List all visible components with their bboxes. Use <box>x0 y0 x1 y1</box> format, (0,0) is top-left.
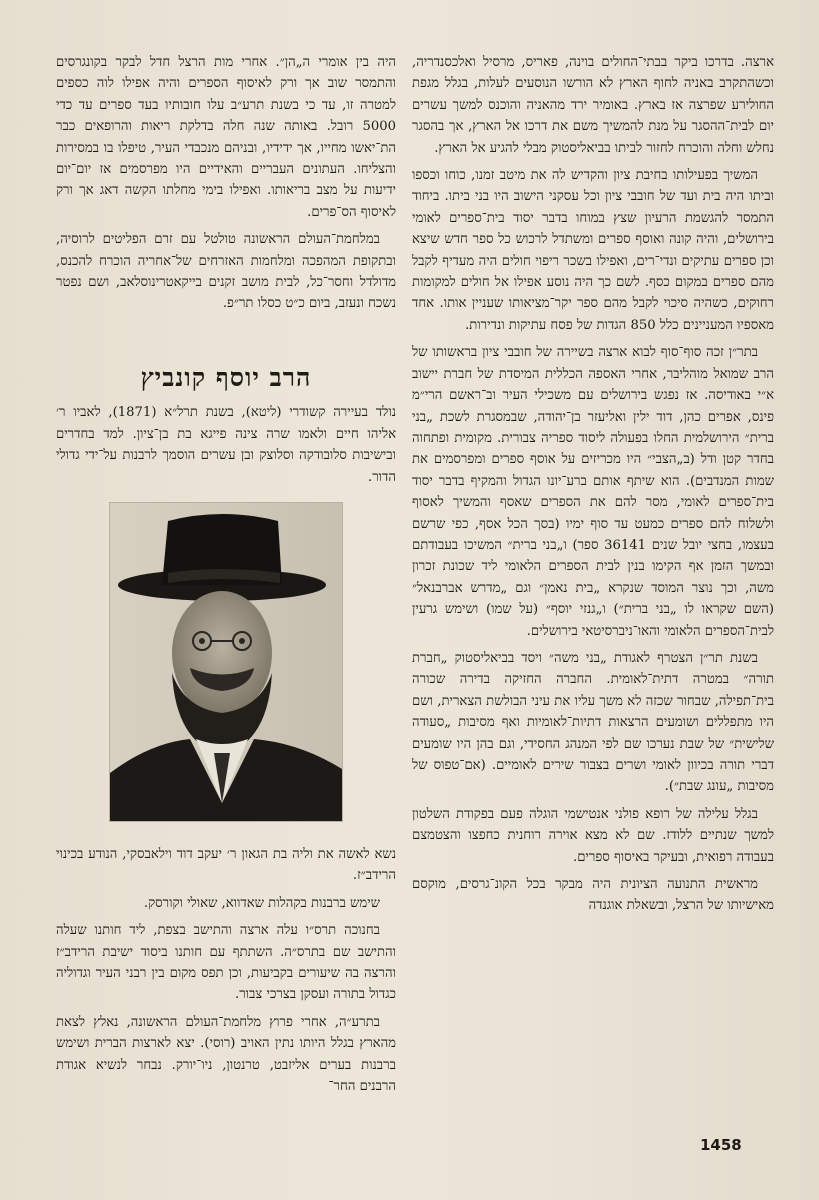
paragraph: בתרע״ה, אחרי פרוץ מלחמת־העולם הראשונה, נאלץ לצאת מהארץ בגלל היותו נתין האויב (רוסי). יצא לארצות הברית ושימש ברבנות בערים אליזבט, טרנטון, ניו־יורק. נבחר לנשיא אגודת הרבנים החר־ <box>56 1014 396 1094</box>
page-number: 1458 <box>700 1136 742 1154</box>
article-heading: הרב יוסף קונביץ <box>140 362 312 392</box>
left-column <box>56 52 396 1103</box>
right-column <box>412 52 774 923</box>
paragraph: בשנת תר״ן הצטרף לאגודת „בני משה״ ויסד בביאליסטוק „חברת תורה״ במטרה דתית־לאומית. החברה החזיקה בדירה שכורה בית־תפילה, שבחור שכזה לא משך עליו את עיני הבולשת הצארית, ושם היו מתפללים ושומעים הרצאות דתיות־לאומיות ואף מסיבות „סעודה שלישית״ של שבת נערכו שם לפי המנהג החסידי, וגם בהן היו שומעים דברי תורה בכיוון לאומי ושרים בצבור שירים לאומיים. (אם־טפוס של מסיבות „עונג שבת״). <box>412 650 774 795</box>
paragraph: נולד בעיירה קשודרי (ליטא), בשנת תרל״א (1871), לאביו ר׳ אליהו חיים ולאמו שרה צינה פייגא בת בן־ציון. למד בחדרים ובישיבות סלובודקה וסלוצק ובן עשרים הוסמך לרבנות על־ידי גדולי הדור. <box>56 405 396 485</box>
paragraph: נשא לאשה את וליה בת הגאון ר׳ יעקב דוד וילאבסקי, הנודע בכינוי הרידב״ז. <box>56 846 396 884</box>
portrait-image <box>110 503 342 821</box>
paragraph: בחנוכה תרס״ו עלה ארצה והתישב בצפת, ליד חותנו שעלה והתישב שם בתרס״ה. השתתף עם חותנו ביסוד ישיבת הרידב״ז והרצה בה שיעורים בקביעות, וכן תפס מקום בין רבני העיר וגדוליה כגדול בתורה ועסקן בצרכי צבור. <box>56 923 396 1003</box>
paragraph: היה בין אומרי ה„הן״. אחרי מות הרצל חדל לבקר בקונגרסים והתמסר שוב אך ורק לאיסוף הספרים והיה אפילו לוה כספים למטרה זו, עד כי בשנת תרע״ב עלו חובותיו בעד ספרים עד כדי 5000 רובל. באותה שנה חלה בדלקת ריאות והרופאים כבר הת־יאשו מחייו, אך ידידיו, ובניהם מנכבדי העיר, טיפלו בו במסירות והצליחו. העתונים העבריים והאידיים היו מפרסמים אז יום־יום ידיעות על מצב בריאותו. ואפילו בימי מחלתו הקשה דאג אך ורק לאיסוף הס־פרים. <box>56 55 396 220</box>
portrait-photo <box>109 502 343 822</box>
paragraph: ארצה. בדרכו ביקר בבתי־החולים בוינה, פאריס, מרסיל ואלכסנדריה, וכשהתקרב באניה לחוף הארץ לא הורשו הנוסעים לעלות, בגלל מגפת החולירע שפרצה אז בארץ. באומיר ירד מהאניה והוכנס למשך עשרים יום לבית־ההסגר על מנת להמשיך משם את דרכו אל הארץ, אך בהסגר נחלש וחלה והוכרח לחזור לביתו בביאליסטוק מבלי להגיע אל הארץ. <box>412 55 774 156</box>
paragraph: מראשית התנועה הציונית היה מבקר בכל הקונ־גרסים, מוקסם מאישיותו של הרצל, ובשאלת אוגנדה <box>412 877 774 914</box>
paragraph: שימש ברבנות בקהלות שאדווא, שאולי וקורסק. <box>143 895 380 911</box>
paragraph: בתר״ן זכה סוף־סוף לבוא ארצה בשיירה של חובבי ציון בראשותו של הרב שמואל מוהליבר, אחרי האספה הכללית המיסדת של חברת יישוב א״י באודיסה. אז נפגש בירושלים עם משכילי העיר וב־ראשם הרי״מ פינס, אפרים כהן, דוד ילין ואליעזר בן־יהודה, שבמסגרת לשכת „בני ברית״ הירושלמית החלו בפעולה ליסוד ספריה צבורית. מקומית ופתחוה בחדר קטן ודל (ב„הצבי״ היו מכריזים על אוסף ספרים ומפרסמים את שמות המנדבים). הוא שיתף אותם ברע־יונו הגדול והמקיף בדבר יסוד בית־ספרים לאומי, מסר להם את הספרים שאסף והמשיך לאסוף ולשלוח להם ספרים כמעט עד סוף ימיו (בסך הכל אסף, כפי שרשם בעצמו, בחצי יובל שנים 36141 ספר) ו„בני ברית״ המשיכו בעבודתם ובמשך הזמן אף הקימו בנין לבית הספרים הלאומי ליד שכונת זכרון משה, וכך נוצר המוסד שנקרא „בית נאמן״ וגם „מדרש אברבנאל״ (השם שקראו לו „בני ברית״) ו„גנזי יוסף״ (על שמו) ושימש גרעין לבית־הספרים הלאומי והאו־ניברסיטאי בירושלים. <box>412 345 774 639</box>
paragraph: בגלל עלילה של רופא פולני אנטישמי הוגלה פעם בפקודת השלטון למשך שנתיים ללודז. שם לא מצא אוירה רוחנית כחפצו והצטמצם בעבודה רפואית, ובעיקר באיסוף ספרים. <box>412 806 774 865</box>
paragraph: במלחמת־העולם הראשונה טולטל עם זרם הפליטים לרוסיה, ובתקופת המהפכה ומלחמות האזרחים של־אחריה הוכרח להכנס, מדולדל וחסר־כל, לבית מושב זקנים בייקאטרינוסלאב, ושם נפטר נשכח ונעזב, ביום כ״ט כסלו תר״פ. <box>56 232 396 312</box>
paragraph: המשיך בפעילותו בחיבת ציון והקדיש לה את מיטב זמנו, כוחו וכספו וביתו היה בית ועד של חובבי ציון וכל עסקני הישוב היו בני ביתו. ביחוד התמסר להגשמת הרעיון שצץ במוחו בדבר יסוד בית־ספרים לאומי בירושלים, והיה קונה ואוסף ספרים ומשתדל לרכוש כל ספר חדש שיצא וכן ספרים עתיקים ונדי־רים, ואפילו בשכר ריפוי חולים היה מעדיף לקבל מהם ספרים במקום כסף. לשם כך היה נוסע אפילו אל חולים למקומות רחוקים, כשהיה סיכוי לקבל מהם ספר יקר־מציאותו שעניין אותו. אחד מאספיו המעניינים כלל 850 הגדות של פסח עתיקות ונדירות. <box>412 168 774 333</box>
